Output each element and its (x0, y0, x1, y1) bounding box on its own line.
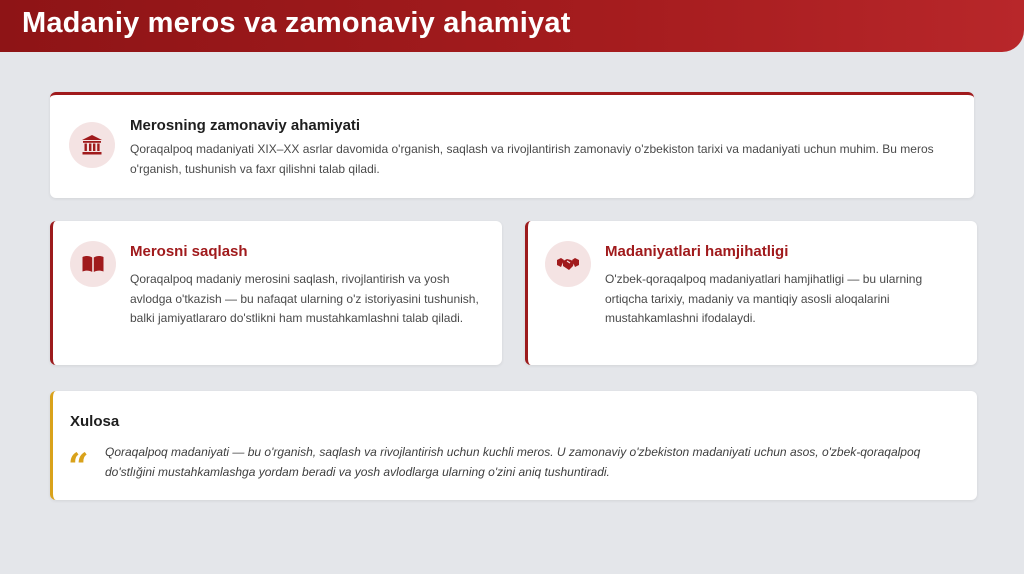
card-text: Qoraqalpoq madaniy merosini saqlash, rivojlantirish va yosh avlodga o'tkazish — bu nafaqat ularning o'z istoriyasini tushunish, balki jamiyatlararo do'stlikni ham mustahkamlashni talab qiladi. (130, 272, 479, 325)
conclusion-text: Qoraqalpoq madaniyati — bu o'rganish, saqlash va rivojlantirish uchun kuchli meros. U zamonaviy o'zbekiston madaniyati uchun asos, o'zbek-qoraqalpoq do'stlığini mustahkamlashga yordam beradi va yosh avlodlarga ularning o'zini aniq tushuntiradi. (105, 445, 921, 479)
title-bar (0, 0, 1024, 52)
quote-icon: “ (68, 446, 89, 488)
conclusion-title: Xulosa (70, 413, 120, 430)
card-modern-significance (50, 92, 974, 198)
card-title: Madaniyatlari hamjihatligi (605, 243, 789, 260)
card-title: Merosning zamonaviy ahamiyati (130, 117, 361, 134)
museum-icon-circle (69, 122, 115, 168)
museum-icon (80, 133, 104, 157)
book-icon-circle (70, 241, 116, 287)
card-text: Qoraqalpoq madaniyati XIX–XX asrlar davomida o'rganish, saqlash va rivojlantirish zamonaviy o'zbekiston tarixi va madaniyati uchun muhim. Bu meros o'rganish, tushunish va faxr qilishni talab qiladi. (130, 142, 934, 176)
card-cultural-harmony (525, 221, 977, 365)
card-preserve-heritage (50, 221, 502, 365)
card-conclusion (50, 391, 977, 500)
card-title: Merosni saqlash (130, 243, 248, 260)
book-icon (81, 252, 105, 276)
page-title: Madaniy meros va zamonaviy ahamiyat (22, 7, 571, 39)
handshake-icon (556, 252, 580, 276)
card-text: O'zbek-qoraqalpoq madaniyatlari hamjihatligi — bu ularning ortiqcha tarixiy, madaniy va mantiqiy asosli aloqalarini mustahkamlashni ifodalaydi. (605, 272, 923, 325)
handshake-icon-circle (545, 241, 591, 287)
